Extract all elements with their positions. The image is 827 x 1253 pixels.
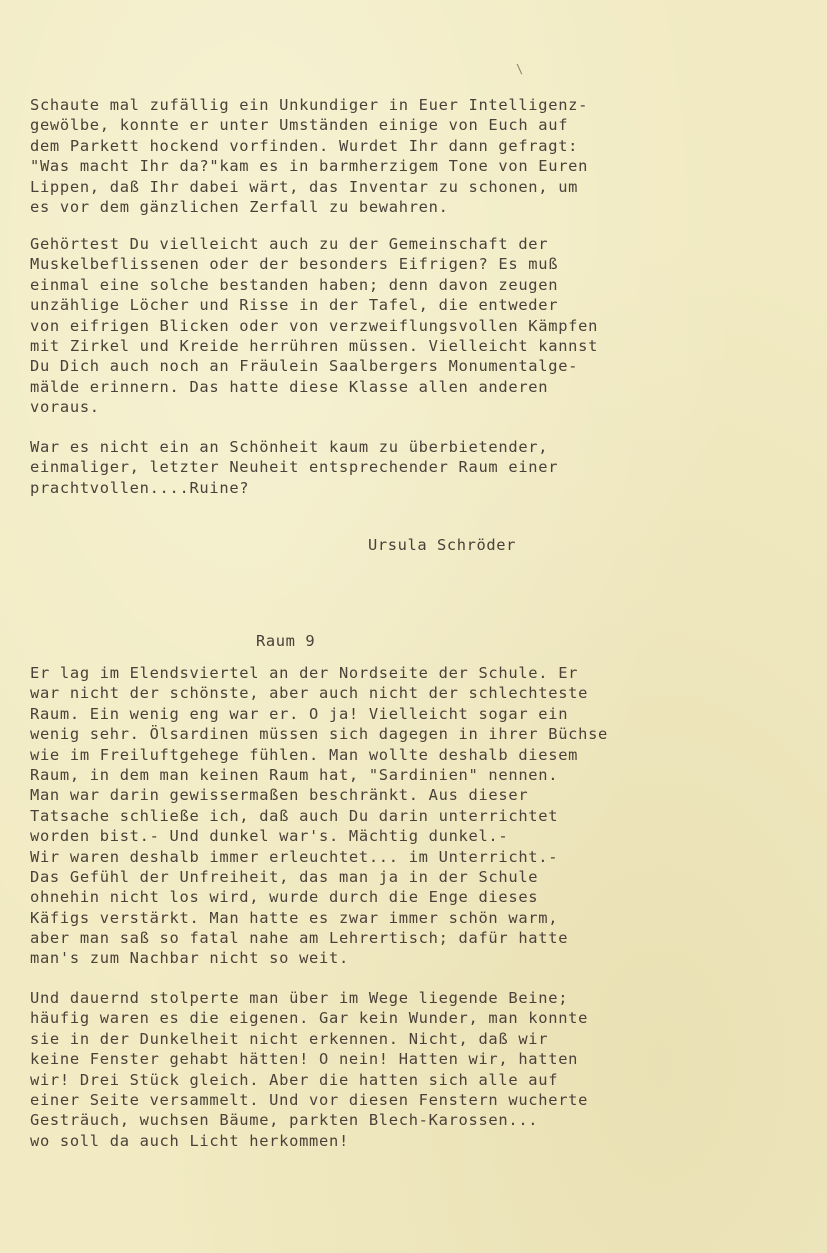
text-line: Schaute mal zufällig ein Unkundiger in Euer Intelligenz- — [30, 96, 589, 114]
text-line: sie in der Dunkelheit nicht erkennen. Nicht, daß wir — [30, 1029, 549, 1048]
text-line: mit Zirkel und Kreide herrühren müssen. Vielleicht kannst — [30, 336, 599, 355]
text-line: gewölbe, konnte er unter Umständen einige von Euch auf — [30, 116, 569, 135]
text-line: Gehörtest Du vielleicht auch zu der Gemeinschaft der — [30, 235, 549, 253]
text-line: wenig sehr. Ölsardinen müssen sich dagegen in ihrer Büchse — [30, 725, 609, 744]
text-line: Gesträuch, wuchsen Bäume, parkten Blech-Karossen... — [30, 1111, 539, 1130]
text-line: Raum. Ein wenig eng war er. O ja! Vielleicht sogar ein — [30, 704, 569, 723]
text-line: war nicht der schönste, aber auch nicht der schlechteste — [30, 684, 589, 703]
paragraph-4 — [30, 663, 608, 969]
paragraph-1 — [30, 95, 588, 217]
text-line: voraus. — [30, 398, 100, 417]
paragraph-5 — [30, 988, 588, 1151]
text-line: einmal eine solche bestanden haben; denn davon zeugen — [30, 275, 559, 294]
text-line: Wir waren deshalb immer erleuchtet... im Unterricht.- — [30, 847, 559, 866]
text-line: mälde erinnern. Das hatte diese Klasse allen anderen — [30, 377, 549, 396]
text-line: prachtvollen....Ruine? — [30, 478, 250, 497]
text-line: häufig waren es die eigenen. Gar kein Wunder, man konnte — [30, 1009, 589, 1028]
text-line: Das Gefühl der Unfreiheit, das man ja in der Schule — [30, 867, 539, 886]
text-line: worden bist.- Und dunkel war's. Mächtig dunkel.- — [30, 827, 509, 846]
text-line: War es nicht ein an Schönheit kaum zu überbietender, — [30, 438, 549, 456]
text-line: wie im Freiluftgehege fühlen. Man wollte deshalb diesem — [30, 745, 579, 764]
text-line: es vor dem gänzlichen Zerfall zu bewahren. — [30, 197, 449, 216]
text-line: einer Seite versammelt. Und vor diesen Fenstern wucherte — [30, 1090, 589, 1109]
text-line: Muskelbeflissenen oder der besonders Eifrigen? Es muß — [30, 255, 559, 274]
text-line: Man war darin gewissermaßen beschränkt. Aus dieser — [30, 786, 529, 805]
text-line: Du Dich auch noch an Fräulein Saalbergers Monumentalge- — [30, 357, 579, 376]
text-line: wo soll da auch Licht herkommen! — [30, 1131, 349, 1150]
text-line: Und dauernd stolperte man über im Wege liegende Beine; — [30, 989, 569, 1007]
text-line: man's zum Nachbar nicht so weit. — [30, 949, 349, 968]
paragraph-3 — [30, 437, 558, 498]
text-line: keine Fenster gehabt hätten! O nein! Hatten wir, hatten — [30, 1050, 579, 1069]
text-line: Käfigs verstärkt. Man hatte es zwar immer schön warm, — [30, 908, 559, 927]
text-line: "Was macht Ihr da?"kam es in barmherzigem Tone von Euren — [30, 157, 589, 176]
stray-mark: \ — [516, 62, 524, 76]
text-line: Tatsache schließe ich, daß auch Du darin unterrichtet — [30, 806, 559, 825]
text-line: unzählige Löcher und Risse in der Tafel, die entweder — [30, 296, 559, 315]
text-line: dem Parkett hockend vorfinden. Wurdet Ihr dann gefragt: — [30, 136, 579, 155]
text-line: aber man saß so fatal nahe am Lehrertisch; dafür hatte — [30, 929, 569, 948]
section-heading: Raum 9 — [256, 632, 316, 650]
author-signature: Ursula Schröder — [368, 536, 516, 554]
text-line: ohnehin nicht los wird, wurde durch die Enge dieses — [30, 888, 539, 907]
text-line: Er lag im Elendsviertel an der Nordseite der Schule. Er — [30, 664, 579, 682]
text-line: wir! Drei Stück gleich. Aber die hatten sich alle auf — [30, 1070, 559, 1089]
paragraph-2 — [30, 234, 598, 418]
text-line: Lippen, daß Ihr dabei wärt, das Inventar zu schonen, um — [30, 177, 579, 196]
text-line: Raum, in dem man keinen Raum hat, "Sardinien" nennen. — [30, 765, 559, 784]
text-line: von eifrigen Blicken oder von verzweiflungsvollen Kämpfen — [30, 316, 599, 335]
text-line: einmaliger, letzter Neuheit entsprechender Raum einer — [30, 458, 559, 477]
